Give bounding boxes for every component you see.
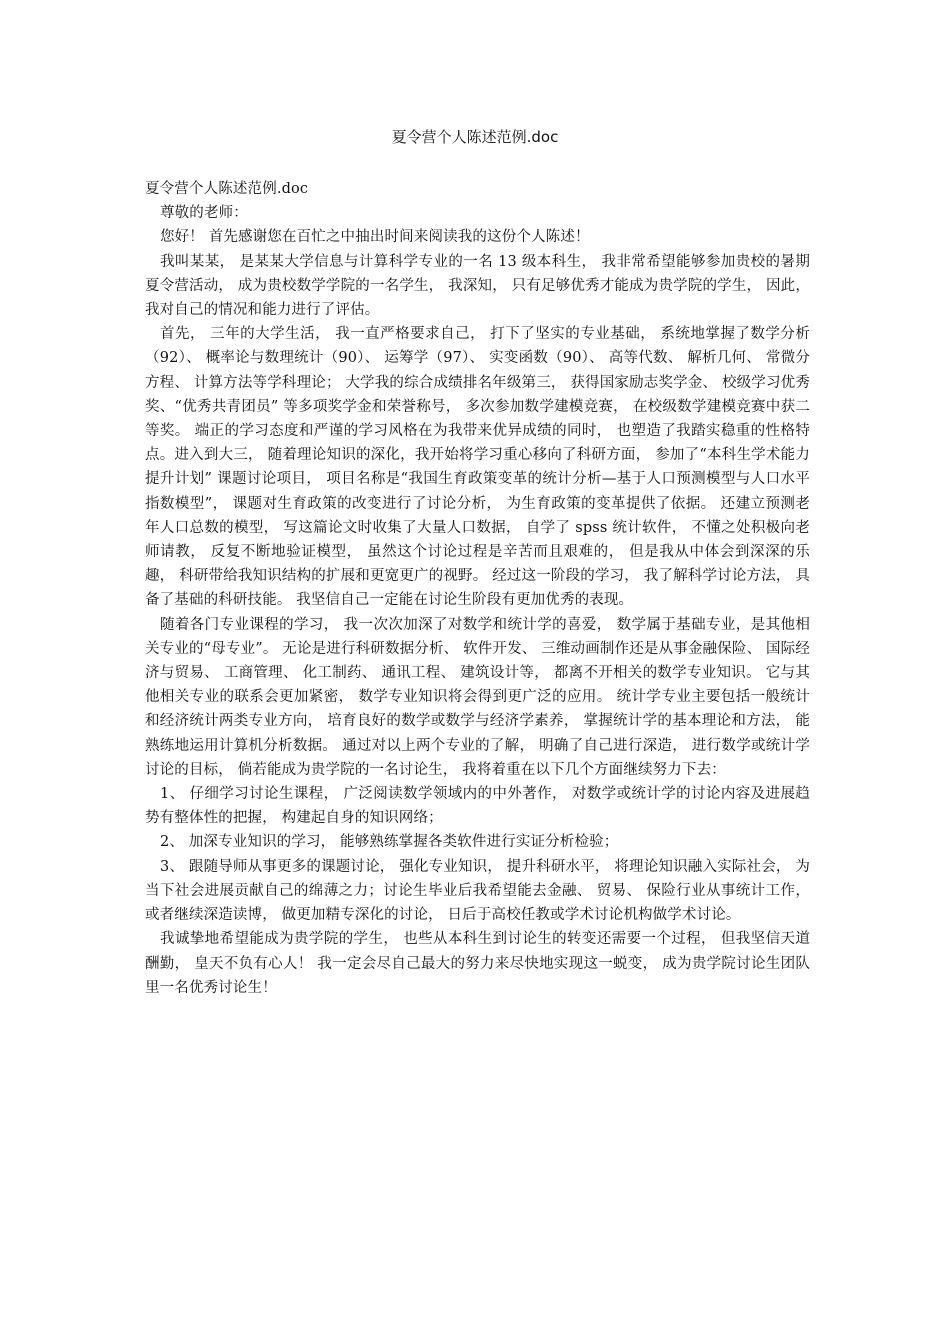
greeting-paragraph: 您好！ 首先感谢您在百忙之中抽出时间来阅读我的这份个人陈述！ xyxy=(160,229,590,246)
plan-item-3: 3、 跟随导师从事更多的课题讨论， 强化专业知识， 提升科研水平， 将理论知识融入实际社会， 为当下社会进展贡献自己的绵薄之力；讨论生毕业后我希望能去金融、 贸易、 保险行业从事统计工作， 或者继续深造读博， 做更加精专深化的讨论， 日后于高校任教或学术讨论机构做学术讨论。 xyxy=(145,858,810,924)
page-title: 夏令营个人陈述范例.doc xyxy=(391,128,559,146)
plan-item-1: 1、 仔细学习讨论生课程， 广泛阅读数学领域内的中外著作， 对数学或统计学的讨论内容及进展趋势有整体性的把握， 构建起自身的知识网络； xyxy=(145,786,810,827)
file-name-line: 夏令营个人陈述范例.doc xyxy=(145,181,309,197)
academic-record-paragraph: 首先， 三年的大学生活， 我一直严格要求自己， 打下了坚实的专业基础， 系统地掌握了数学分析（92）、 概率论与数理统计（90）、 运筹学（97）、 实变函数（90）、 高等代数、 解析几何、 常微分方程、 计算方法等学科理论； 大学我的综合成绩排名年级第三， 获得国家励志奖学金、 校级学习优秀奖、“优秀共青团员” 等多项奖学金和荣誉称号， 多次参加数学建模竞赛， 在校级数学建模竞赛中获二等奖。 端正的学习态度和严谨的学习风格在为我带来优异成绩的同时， 也塑造了我踏实稳重的性格特点。进入到大三， 随着理论知识的深化，我开始将学习重心移向了科研方面， 参加了“本科生学术能力提升计划” 课题讨论项目， 项目名称是“我国生育政策变革的统计分析—基于人口预测模型与人口水平指数模型”， 课题对生育政策的改变进行了讨论分析， 为生育政策的变革提供了依据。 还建立预测老年人口总数的模型， 写这篇论文时收集了大量人口数据， 自学了 spss 统计软件， 不懂之处积极向老师请教， 反复不断地验证模型， 虽然这个讨论过程是辛苦而且艰难的， 但是我从中体会到深深的乐趣， 科研带给我知识结构的扩展和更宽更广的视野。 经过这一阶段的学习， 我了解科学讨论方法， 具备了基础的科研技能。 我坚信自己一定能在讨论生阶段有更加优秀的表现。 xyxy=(145,326,810,609)
salutation: 尊敬的老师： xyxy=(160,205,248,222)
document-body xyxy=(145,177,810,1000)
closing-paragraph: 我诚挚地希望能成为贵学院的学生， 也些从本科生到讨论生的转变还需要一个过程， 但我坚信天道酬勤， 皇天不负有心人！ 我一定会尽自己最大的努力来尽快地实现这一蜕变， 成为贵学院讨论生团队里一名优秀讨论生！ xyxy=(145,931,810,996)
intro-paragraph: 我叫某某， 是某某大学信息与计算科学专业的一名 13 级本科生， 我非常希望能够参加贵校的暑期夏令营活动， 成为贵校数学学院的一名学生， 我深知， 只有足够优秀才能成为贵学院的学生， 因此， 我对自己的情况和能力进行了评估。 xyxy=(145,253,810,319)
plan-item-2: 2、 加深专业知识的学习， 能够熟练掌握各类软件进行实证分析检验； xyxy=(160,834,619,851)
motivation-paragraph: 随着各门专业课程的学习， 我一次次加深了对数学和统计学的喜爱， 数学属于基础专业，是其他相关专业的“母专业”。 无论是进行科研数据分析、 软件开发、 三维动画制作还是从事金融保险、 国际经济与贸易、 工商管理、 化工制药、 通讯工程、 建筑设计等， 都离不开相关的数学专业知识。 它与其他相关专业的联系会更加紧密， 数学专业知识将会得到更广泛的应用。 统计学专业主要包括一般统计和经济统计两类专业方向， 培育良好的数学或数学与经济学素养， 掌握统计学的基本理论和方法， 能熟练地运用计算机分析数据。 通过对以上两个专业的了解， 明确了自己进行深造， 进行数学或统计学讨论的目标， 倘若能成为贵学院的一名讨论生， 我将着重在以下几个方面继续努力下去： xyxy=(145,616,810,778)
